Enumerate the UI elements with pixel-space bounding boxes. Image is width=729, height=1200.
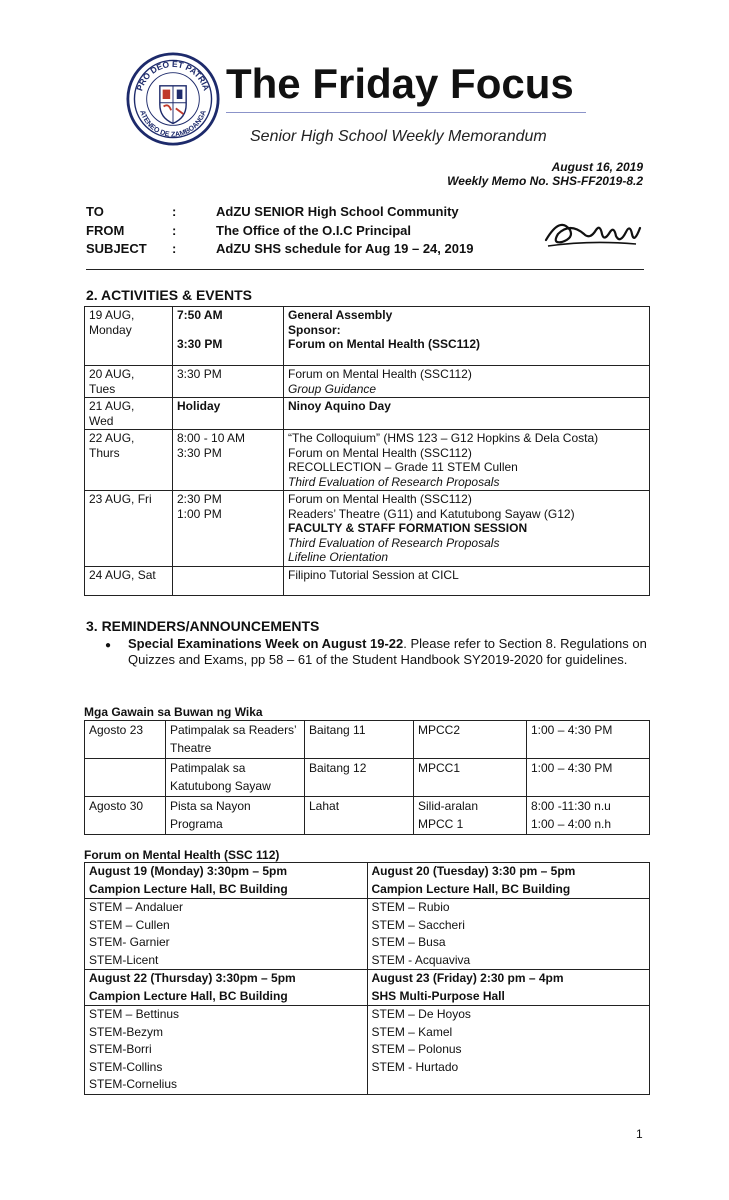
school-seal-logo — [126, 52, 220, 146]
table-row — [85, 430, 650, 491]
memo-subject-label: SUBJECT — [86, 241, 147, 256]
table-row — [85, 721, 650, 759]
time-cell: 3:30 PM — [173, 366, 284, 398]
table-row — [85, 899, 650, 970]
reminder-detail: . Please refer to Section 8. Regulations on Quizzes and Exams, pp 58 – 61 of the Student Handbook SY2019-2020 for guidelines. — [128, 636, 647, 667]
date-cell: 21 AUG, Wed — [85, 398, 173, 430]
time-cell — [173, 567, 284, 596]
table-row — [85, 398, 650, 430]
date-cell: 19 AUG, Monday — [85, 307, 173, 366]
table-row — [85, 307, 650, 366]
section-list-cell: STEM – Andaluer STEM – Cullen STEM- Garnier STEM-Licent — [85, 899, 368, 970]
date-cell: 22 AUG, Thurs — [85, 430, 173, 491]
table-row — [85, 970, 650, 1006]
wika-table-title: Mga Gawain sa Buwan ng Wika — [84, 705, 263, 719]
table-cell: Baitang 12 — [305, 759, 414, 797]
table-cell: MPCC1 — [414, 759, 527, 797]
event-cell: Ninoy Aquino Day — [284, 398, 650, 430]
table-cell: Agosto 30 — [85, 797, 166, 835]
event-cell: Filipino Tutorial Session at CICL — [284, 567, 650, 596]
table-row — [85, 759, 650, 797]
section-list-cell: STEM – De Hoyos STEM – Kamel STEM – Polonus STEM - Hurtado — [367, 1006, 650, 1095]
table-cell: Baitang 11 — [305, 721, 414, 759]
table-row — [85, 1006, 650, 1095]
section-list-cell: STEM – Rubio STEM – Saccheri STEM – Busa STEM - Acquaviva — [367, 899, 650, 970]
table-cell: Patimpalak sa Readers’ Theatre — [166, 721, 305, 759]
forum-table — [84, 862, 650, 1095]
memo-colon: : — [172, 204, 177, 219]
table-row — [85, 567, 650, 596]
header-divider — [86, 269, 644, 270]
table-cell: 8:00 -11:30 n.u 1:00 – 4:00 n.h — [527, 797, 650, 835]
time-cell: 8:00 - 10 AM 3:30 PM — [173, 430, 284, 491]
date-cell: 24 AUG, Sat — [85, 567, 173, 596]
principal-signature — [540, 210, 650, 254]
svg-text:ATENEO DE ZAMBOANGA: ATENEO DE ZAMBOANGA — [138, 109, 208, 139]
time-cell: 2:30 PM 1:00 PM — [173, 491, 284, 567]
newsletter-title: The Friday Focus — [226, 60, 574, 107]
time-cell: 7:50 AM 3:30 PM — [173, 307, 284, 366]
memo-colon: : — [172, 223, 177, 238]
event-cell: Forum on Mental Health (SSC112) Readers’ Theatre (G11) and Katutubong Sayaw (G12) FACULTY & STAFF FORMATION SESSION Third Evaluation of Research Proposals Lifeline Orientation — [284, 491, 650, 567]
date-cell: 20 AUG, Tues — [85, 366, 173, 398]
table-cell: Lahat — [305, 797, 414, 835]
bullet-icon: ● — [105, 640, 112, 651]
table-cell: Agosto 23 — [85, 721, 166, 759]
memo-number: Weekly Memo No. SHS-FF2019-8.2 — [447, 174, 643, 188]
wika-table — [84, 720, 650, 835]
schedule-header-cell: August 23 (Friday) 2:30 pm – 4pm SHS Multi-Purpose Hall — [367, 970, 650, 1006]
memo-subject-value: AdZU SHS schedule for Aug 19 – 24, 2019 — [216, 241, 474, 256]
table-cell: Pista sa Nayon Programa — [166, 797, 305, 835]
table-cell: MPCC2 — [414, 721, 527, 759]
table-row — [85, 863, 650, 899]
event-cell: “The Colloquium” (HMS 123 – G12 Hopkins & Dela Costa) Forum on Mental Health (SSC112) RECOLLECTION – Grade 11 STEM Cullen Third Evaluation of Research Proposals — [284, 430, 650, 491]
memo-to-value: AdZU SENIOR High School Community — [216, 204, 459, 219]
forum-table-title: Forum on Mental Health (SSC 112) — [84, 848, 280, 862]
activities-heading: 2. ACTIVITIES & EVENTS — [86, 287, 252, 303]
table-row — [85, 797, 650, 835]
table-row — [85, 491, 650, 567]
memo-from-value: The Office of the O.I.C Principal — [216, 223, 412, 238]
table-cell: Silid-aralan MPCC 1 — [414, 797, 527, 835]
section-list-cell: STEM – Bettinus STEM-Bezym STEM-Borri STEM-Collins STEM-Cornelius — [85, 1006, 368, 1095]
table-cell: Patimpalak sa Katutubong Sayaw — [166, 759, 305, 797]
table-cell: 1:00 – 4:30 PM — [527, 721, 650, 759]
time-cell: Holiday — [173, 398, 284, 430]
schedule-header-cell: August 20 (Tuesday) 3:30 pm – 5pm Campion Lecture Hall, BC Building — [367, 863, 650, 899]
event-cell: General Assembly Sponsor: Forum on Mental Health (SSC112) — [284, 307, 650, 366]
newsletter-subtitle: Senior High School Weekly Memorandum — [250, 128, 547, 145]
reminder-highlight: Special Examinations Week on August 19-22 — [128, 636, 404, 651]
reminder-item — [128, 636, 648, 667]
memo-from-label: FROM — [86, 223, 125, 238]
table-cell — [85, 759, 166, 797]
memo-to-label: TO — [86, 204, 104, 219]
table-row — [85, 366, 650, 398]
event-cell: Forum on Mental Health (SSC112) Group Guidance — [284, 366, 650, 398]
svg-text:PRO DEO ET PATRIA: PRO DEO ET PATRIA — [134, 58, 212, 92]
title-underline — [226, 112, 586, 113]
activities-table — [84, 306, 650, 596]
table-cell: 1:00 – 4:30 PM — [527, 759, 650, 797]
date-cell: 23 AUG, Fri — [85, 491, 173, 567]
schedule-header-cell: August 22 (Thursday) 3:30pm – 5pm Campion Lecture Hall, BC Building — [85, 970, 368, 1006]
memo-colon: : — [172, 241, 177, 256]
reminders-heading: 3. REMINDERS/ANNOUNCEMENTS — [86, 618, 320, 634]
schedule-header-cell: August 19 (Monday) 3:30pm – 5pm Campion Lecture Hall, BC Building — [85, 863, 368, 899]
page-number: 1 — [636, 1127, 643, 1141]
memo-date: August 16, 2019 — [551, 160, 643, 174]
